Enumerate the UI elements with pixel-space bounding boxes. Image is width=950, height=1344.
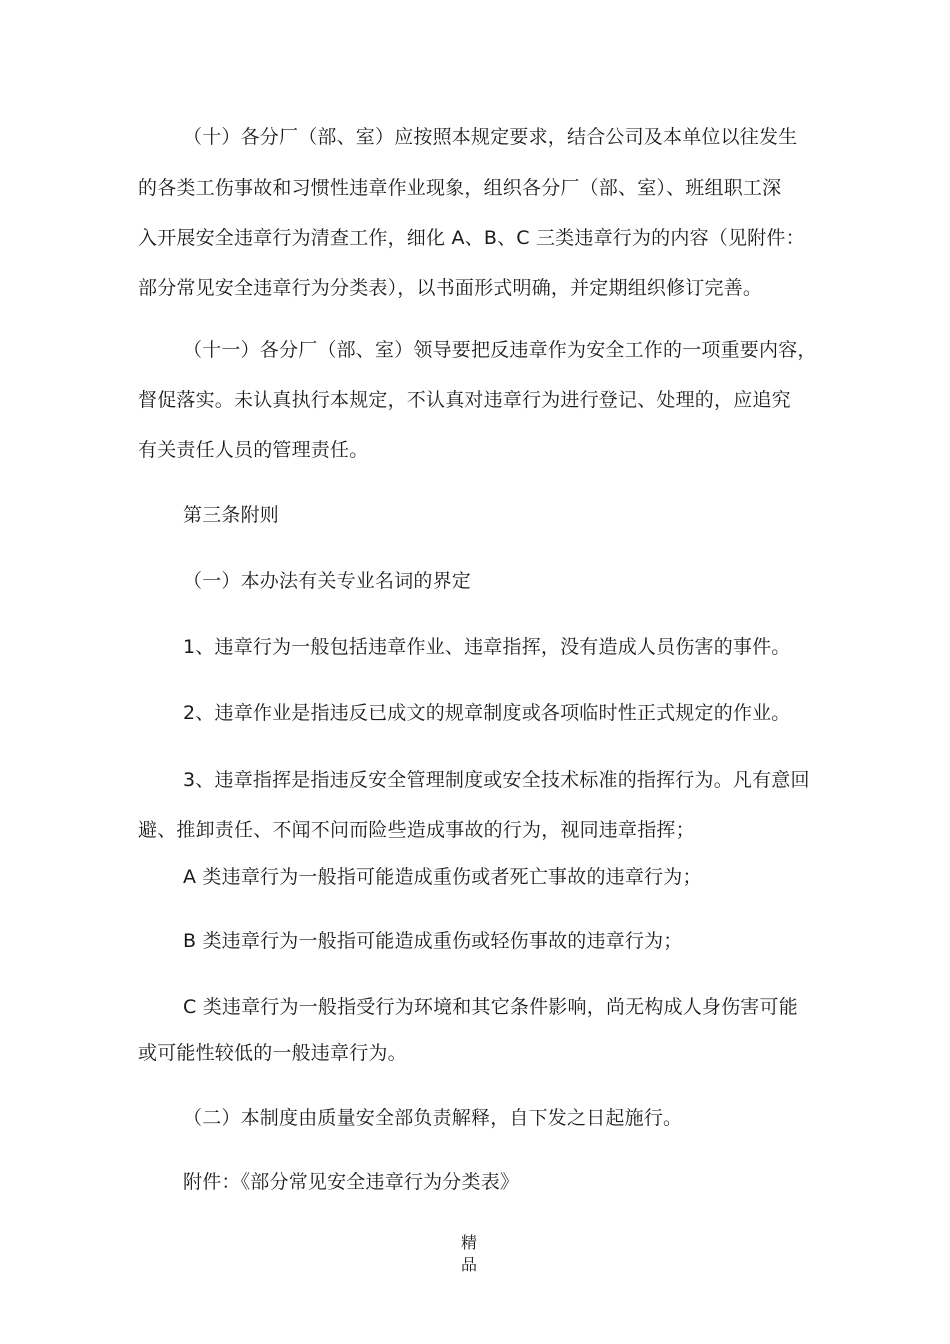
definition-3-line-1: 3、违章指挥是指违反安全管理制度或安全技术标准的指挥行为。凡有意回 bbox=[183, 769, 810, 791]
class-c-definition-line-2: 或可能性较低的一般违章行为。 bbox=[138, 1042, 407, 1064]
class-b-definition: B 类违章行为一般指可能造成重伤或轻伤事故的违章行为； bbox=[183, 930, 683, 952]
paragraph-11-line-2: 督促落实。未认真执行本规定，不认真对违章行为进行登记、处理的，应追究 bbox=[138, 389, 791, 411]
paragraph-10-line-3: 入开展安全违章行为清查工作，细化 A、B、C 三类违章行为的内容（见附件： bbox=[138, 227, 805, 249]
page-footer bbox=[459, 1232, 479, 1276]
definition-3-line-2: 避、推卸责任、不闻不问而险些造成事故的行为，视同违章指挥； bbox=[138, 819, 695, 841]
class-a-definition: A 类违章行为一般指可能造成重伤或者死亡事故的违章行为； bbox=[183, 866, 702, 888]
paragraph-10-line-4: 部分常见安全违章行为分类表），以书面形式明确，并定期组织修订完善。 bbox=[138, 277, 763, 299]
definition-2: 2、违章作业是指违反已成文的规章制度或各项临时性正式规定的作业。 bbox=[183, 702, 791, 724]
footer-char-1: 精 bbox=[460, 1233, 477, 1252]
paragraph-10-line-1: （十）各分厂（部、室）应按照本规定要求，结合公司及本单位以往发生 bbox=[183, 126, 798, 148]
paragraph-11-line-1: （十一）各分厂（部、室）领导要把反违章作为安全工作的一项重要内容， bbox=[183, 339, 817, 361]
attachment-note: 附件：《部分常见安全违章行为分类表》 bbox=[183, 1171, 520, 1193]
article-3-heading: 第三条附则 bbox=[183, 504, 280, 526]
footer-char-2: 品 bbox=[460, 1255, 477, 1274]
paragraph-11-line-3: 有关责任人员的管理责任。 bbox=[138, 439, 369, 461]
section-1-heading: （一）本办法有关专业名词的界定 bbox=[183, 570, 472, 592]
section-2-statement: （二）本制度由质量安全部负责解释，自下发之日起施行。 bbox=[183, 1107, 683, 1129]
definition-1: 1、违章行为一般包括违章作业、违章指挥，没有造成人员伤害的事件。 bbox=[183, 636, 791, 658]
class-c-definition-line-1: C 类违章行为一般指受行为环境和其它条件影响，尚无构成人身伤害可能 bbox=[183, 996, 798, 1018]
paragraph-10-line-2: 的各类工伤事故和习惯性违章作业现象，组织各分厂（部、室）、班组职工深 bbox=[138, 177, 782, 199]
